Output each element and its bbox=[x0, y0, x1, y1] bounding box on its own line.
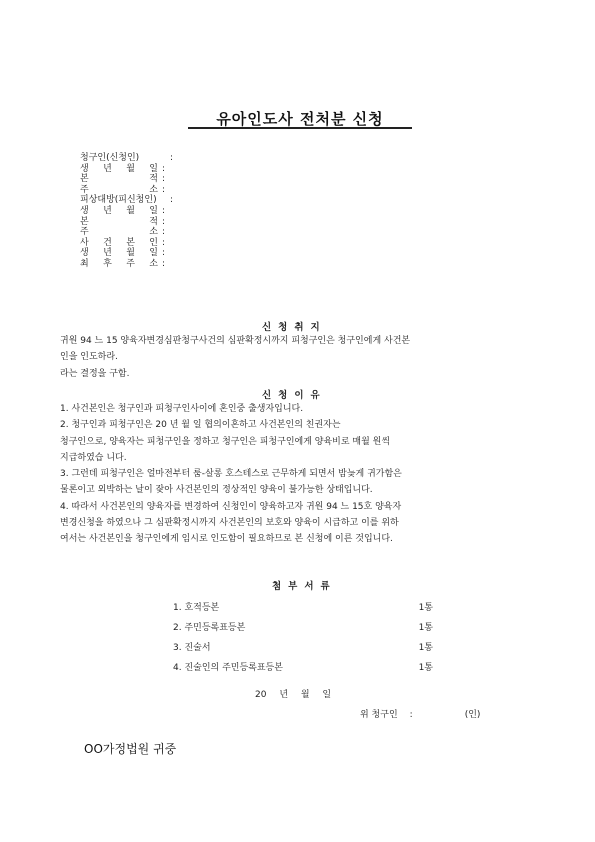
party-label-char: 본 bbox=[80, 174, 89, 185]
party-label-char: 생 bbox=[80, 163, 89, 174]
party-colon: : bbox=[162, 216, 166, 227]
party-colon: : bbox=[162, 174, 166, 185]
party-field-label bbox=[80, 238, 158, 249]
attachment-name: 4. 진술인의 주민등록표등본 bbox=[173, 663, 283, 673]
reason-line: 청구인으로, 양육자는 피청구인을 정하고 청구인은 피청구인에게 양육비로 매월 원씩 bbox=[60, 436, 391, 447]
title-underline bbox=[188, 127, 412, 129]
party-label-char: 년 bbox=[103, 205, 112, 216]
party-label-char: 소 bbox=[149, 258, 158, 269]
party-label-char: 생 bbox=[80, 248, 89, 259]
party-colon: : bbox=[162, 184, 166, 195]
purpose-heading: 신청취지 bbox=[262, 322, 327, 333]
reason-line: 1. 사건본인은 청구인과 피청구인사이에 혼인중 출생자입니다. bbox=[60, 404, 304, 414]
party-colon: : bbox=[162, 227, 166, 238]
date-line: 20 년 월 일 bbox=[255, 690, 332, 700]
attachments-list bbox=[173, 598, 433, 678]
party-info-block bbox=[80, 153, 173, 270]
party-row bbox=[80, 217, 173, 228]
party-label-char: 주 bbox=[126, 258, 135, 269]
party-field-label bbox=[80, 217, 158, 228]
reasons-heading: 신청이유 bbox=[262, 390, 327, 401]
party-colon: : bbox=[170, 195, 174, 206]
party-row bbox=[80, 195, 173, 206]
party-field-label bbox=[80, 259, 158, 270]
signer-colon: : bbox=[409, 710, 413, 720]
party-row bbox=[80, 227, 173, 238]
party-field-label bbox=[80, 248, 158, 259]
reason-line: 물론이고 외박하는 날이 잦아 사건본인의 정상적인 양육이 불가능한 상태입니다. bbox=[60, 485, 373, 496]
party-row bbox=[80, 238, 173, 249]
attachment-count: 1통 bbox=[418, 663, 433, 673]
party-label-char: 소 bbox=[149, 227, 158, 238]
document-title-wrap bbox=[188, 108, 412, 129]
party-colon: : bbox=[162, 258, 166, 269]
reason-line: 4. 따라서 사건본인의 양육자를 변경하여 신청인이 양육하고자 귀원 94 느 15호 양육자 bbox=[60, 501, 402, 512]
party-colon: : bbox=[162, 163, 166, 174]
party-label-char: 월 bbox=[126, 205, 135, 216]
party-colon: : bbox=[162, 205, 166, 216]
party-row bbox=[80, 206, 173, 217]
attachment-row bbox=[173, 618, 433, 638]
attachment-name: 2. 주민등록표등본 bbox=[173, 623, 246, 633]
purpose-line: 라는 결정을 구함. bbox=[60, 368, 130, 379]
party-label-char: 소 bbox=[149, 184, 158, 195]
party-label-char: 적 bbox=[149, 174, 158, 185]
party-label-char: 생 bbox=[80, 205, 89, 216]
attachment-count: 1통 bbox=[418, 643, 433, 653]
party-label-char: 일 bbox=[149, 205, 158, 216]
party-row bbox=[80, 259, 173, 270]
party-label-char: 후 bbox=[103, 258, 112, 269]
reason-line: 지급하였습 니다. bbox=[60, 452, 127, 463]
attachment-name: 1. 호적등본 bbox=[173, 603, 220, 613]
party-colon: : bbox=[170, 153, 174, 163]
party-row bbox=[80, 164, 173, 175]
attachments-heading: 첨부서류 bbox=[272, 581, 337, 592]
party-row bbox=[80, 248, 173, 259]
party-row bbox=[80, 174, 173, 185]
attachment-row bbox=[173, 598, 433, 618]
seal-mark: (인) bbox=[464, 710, 481, 720]
party-label-char: 일 bbox=[149, 163, 158, 174]
party-label: 청구인(신청인) bbox=[80, 153, 140, 163]
party-label-char: 본 bbox=[80, 216, 89, 227]
attachment-count: 1통 bbox=[418, 623, 433, 633]
reason-line: 변경신청을 하였으나 그 심판확정시까지 사건본인의 보호와 양육이 시급하고 이를 위하 bbox=[60, 518, 399, 529]
party-field-label bbox=[80, 164, 158, 175]
party-label-char: 년 bbox=[103, 248, 112, 259]
reason-line: 2. 청구인과 피청구인은 20 년 월 일 협의이혼하고 사건본인의 친권자는 bbox=[60, 420, 341, 431]
reasons-text bbox=[60, 401, 530, 548]
party-colon: : bbox=[162, 248, 166, 259]
party-label-char: 주 bbox=[80, 184, 89, 195]
party-label-char: 월 bbox=[126, 248, 135, 259]
court-addressee: OO가정법원 귀중 bbox=[84, 742, 177, 756]
party-row bbox=[80, 185, 173, 196]
signer-label: 위 청구인 bbox=[360, 710, 398, 720]
document-title: 유아인도사 전처분 신청 bbox=[216, 110, 384, 128]
party-field-label bbox=[80, 206, 158, 217]
purpose-line: 귀원 94 느 15 양육자변경심판청구사건의 심판확정시까지 피청구인은 청구인에게 사건본 bbox=[60, 336, 411, 346]
party-label-char: 최 bbox=[80, 258, 89, 269]
attachment-row bbox=[173, 658, 433, 678]
party-label-char: 적 bbox=[149, 216, 158, 227]
party-label: 피상대방(피신청인) bbox=[80, 195, 157, 206]
party-label-char: 건 bbox=[103, 237, 112, 248]
party-label-char: 년 bbox=[103, 163, 112, 174]
party-row bbox=[80, 153, 173, 164]
party-field-label bbox=[80, 174, 158, 185]
purpose-line: 인을 인도하라. bbox=[60, 352, 118, 363]
reason-line: 3. 그런데 피청구인은 얼마전부터 룸-살롱 호스테스로 근무하게 되면서 밤늦게 귀가함은 bbox=[60, 469, 402, 480]
party-field-label bbox=[80, 185, 158, 196]
attachment-row bbox=[173, 638, 433, 658]
party-label-char: 사 bbox=[80, 237, 89, 248]
reason-line: 여서는 사건본인을 청구인에게 임시로 인도함이 필요하므로 본 신청에 이른 것입니다. bbox=[60, 534, 393, 545]
party-colon: : bbox=[162, 237, 166, 248]
party-field-label bbox=[80, 227, 158, 238]
party-label-char: 일 bbox=[149, 248, 158, 259]
party-label-char: 월 bbox=[126, 163, 135, 174]
party-label-char: 본 bbox=[126, 237, 135, 248]
signature-line bbox=[360, 707, 480, 720]
attachment-name: 3. 진술서 bbox=[173, 643, 211, 653]
purpose-text bbox=[60, 333, 530, 382]
attachment-count: 1통 bbox=[418, 603, 433, 613]
party-label-char: 인 bbox=[149, 237, 158, 248]
party-label-char: 주 bbox=[80, 227, 89, 238]
